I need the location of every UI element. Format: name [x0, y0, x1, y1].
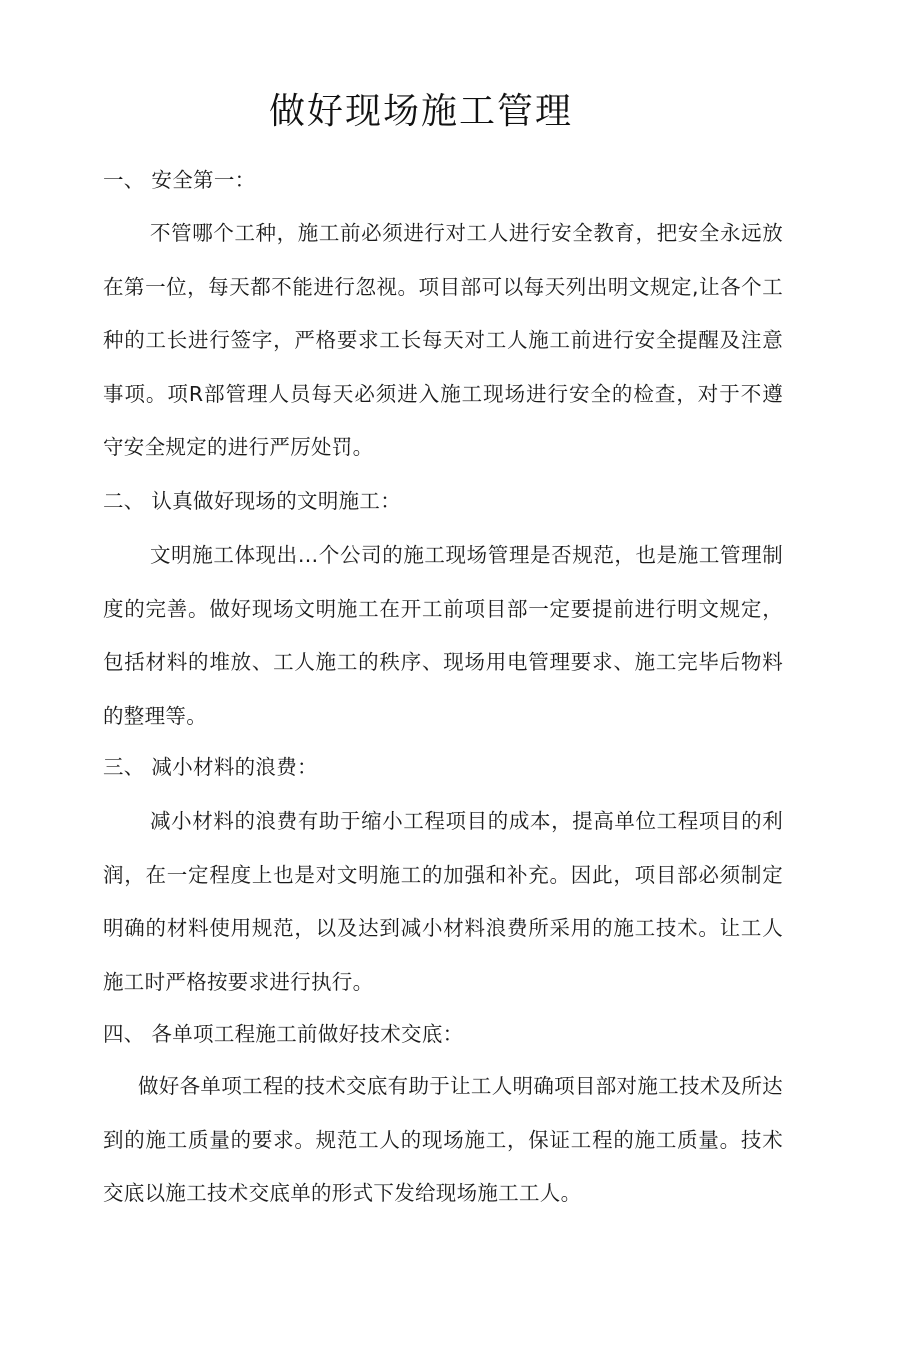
document-title: 做好现场施工管理: [268, 91, 573, 132]
section-2-body: 文明施工体现出…个公司的施工现场管理是否规范，也是施工管理制度的完善。做好现场文明施工在开工前项目部一定要提前进行明文规定，包括材料的堆放、工人施工的秩序、现场用电管理要求、施工完毕后物料的整理等。: [103, 543, 783, 728]
section-3-heading: 三、 减小材料的浪费：: [103, 755, 318, 779]
section-1-body: 不管哪个工种，施工前必须进行对工人进行安全教育，把安全永远放在第一位，每天都不能进行忽视。项目部可以每天列出明文规定,让各个工种的工长进行签字，严格要求工长每天对工人施工前进行安全提醒及注意事项。项R部管理人员每天必须进入施工现场进行安全的检查，对于不遵守安全规定的进行严厉处罚。: [103, 221, 783, 459]
section-3-body: 减小材料的浪费有助于缩小工程项目的成本，提高单位工程项目的利润，在一定程度上也是对文明施工的加强和补充。因此，项目部必须制定明确的材料使用规范，以及达到减小材料浪费所采用的施工技术。让工人施工时严格按要求进行执行。: [103, 809, 783, 994]
section-4-body: 做好各单项工程的技术交底有助于让工人明确项目部对施工技术及所达到的施工质量的要求。规范工人的现场施工，保证工程的施工质量。技术交底以施工技术交底单的形式下发给现场施工工人。: [103, 1074, 783, 1205]
section-2-heading: 二、 认真做好现场的文明施工：: [103, 489, 402, 513]
section-1-heading: 一、 安全第一：: [103, 168, 256, 192]
section-4-heading: 四、 各单项工程施工前做好技术交底：: [103, 1022, 464, 1046]
